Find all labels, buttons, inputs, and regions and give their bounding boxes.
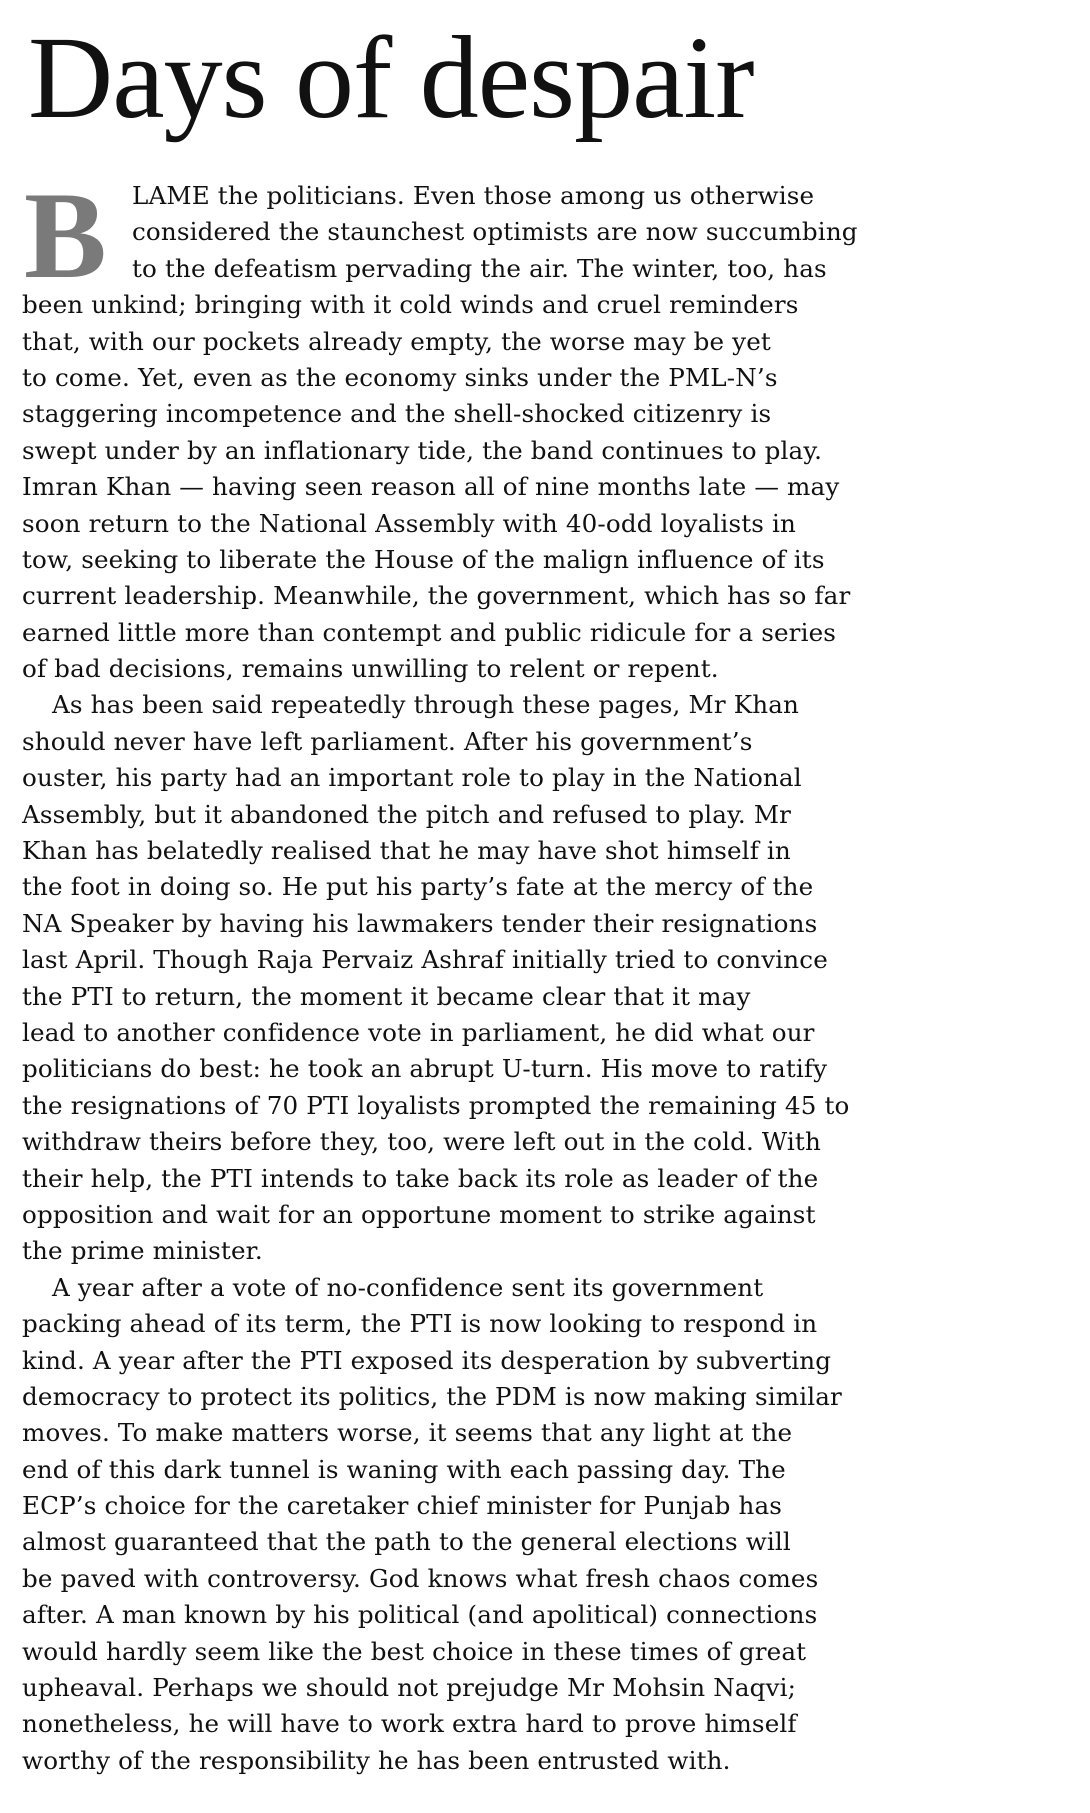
text-line: tow, seeking to liberate the House of the malign influence of its bbox=[22, 544, 825, 574]
text-line: Khan has belatedly realised that he may have shot himself in bbox=[22, 836, 791, 866]
text-line: kind. A year after the PTI exposed its desperation by subverting bbox=[22, 1345, 832, 1375]
text-line: packing ahead of its term, the PTI is now looking to respond in bbox=[22, 1309, 818, 1339]
text-line: worthy of the responsibility he has been entrusted with. bbox=[22, 1745, 731, 1775]
text-line: last April. Though Raja Pervaiz Ashraf initially tried to convince bbox=[22, 945, 828, 975]
text-line: ECP’s choice for the caretaker chief minister for Punjab has bbox=[22, 1491, 783, 1521]
text-line: lead to another confidence vote in parliament, he did what our bbox=[22, 1017, 815, 1047]
text-line: of bad decisions, remains unwilling to relent or repent. bbox=[22, 654, 719, 684]
text-line: the foot in doing so. He put his party’s fate at the mercy of the bbox=[22, 872, 814, 902]
text-line: to come. Yet, even as the economy sinks under the PML-N’s bbox=[22, 362, 778, 392]
text-line: politicians do best: he took an abrupt U-turn. His move to ratify bbox=[22, 1054, 828, 1084]
text-line: to the defeatism pervading the air. The winter, too, has bbox=[132, 253, 827, 283]
text-line: swept under by an inflationary tide, the band continues to play. bbox=[22, 435, 823, 465]
text-line: the PTI to return, the moment it became clear that it may bbox=[22, 981, 751, 1011]
text-line: that, with our pockets already empty, the worse may be yet bbox=[22, 326, 771, 356]
text-line: after. A man known by his political (and apolitical) connections bbox=[22, 1600, 818, 1630]
text-line: considered the staunchest optimists are now succumbing bbox=[132, 217, 858, 247]
text-line: LAME the politicians. Even those among us otherwise bbox=[132, 181, 815, 210]
text-line: NA Speaker by having his lawmakers tender their resignations bbox=[22, 908, 818, 938]
article-body bbox=[22, 167, 1070, 1779]
text-line: democracy to protect its politics, the PDM is now making similar bbox=[22, 1381, 842, 1411]
text-line: been unkind; bringing with it cold winds and cruel reminders bbox=[22, 290, 799, 320]
text-line: soon return to the National Assembly with 40-odd loyalists in bbox=[22, 508, 796, 538]
text-line: upheaval. Perhaps we should not prejudge Mr Mohsin Naqvi; bbox=[22, 1673, 797, 1703]
headline: Days of despair bbox=[28, 12, 754, 143]
text-line: ouster, his party had an important role to play in the National bbox=[22, 763, 802, 793]
text-line: opposition and wait for an opportune moment to strike against bbox=[22, 1199, 816, 1229]
paragraph-3 bbox=[22, 1270, 1070, 1779]
text-line: their help, the PTI intends to take back its role as leader of the bbox=[22, 1163, 819, 1193]
text-line: be paved with controversy. God knows what fresh chaos comes bbox=[22, 1563, 819, 1593]
text-line: end of this dark tunnel is waning with each passing day. The bbox=[22, 1454, 786, 1484]
text-line: A year after a vote of no-confidence sent its government bbox=[52, 1272, 764, 1302]
text-line: almost guaranteed that the path to the general elections will bbox=[22, 1527, 791, 1557]
text-line: Assembly, but it abandoned the pitch and refused to play. Mr bbox=[22, 799, 792, 829]
text-line: would hardly seem like the best choice in these times of great bbox=[22, 1636, 807, 1666]
text-line: should never have left parliament. After his government’s bbox=[22, 726, 753, 756]
text-line: the resignations of 70 PTI loyalists prompted the remaining 45 to bbox=[22, 1090, 850, 1120]
text-line: withdraw theirs before they, too, were left out in the cold. With bbox=[22, 1127, 821, 1157]
text-line: staggering incompetence and the shell-shocked citizenry is bbox=[22, 399, 772, 429]
text-line: moves. To make matters worse, it seems that any light at the bbox=[22, 1418, 793, 1448]
text-line: Imran Khan — having seen reason all of nine months late — may bbox=[22, 472, 840, 502]
text-line: the prime minister. bbox=[22, 1236, 263, 1266]
paragraph-2 bbox=[22, 687, 1070, 1269]
text-line: As has been said repeatedly through these pages, Mr Khan bbox=[52, 690, 800, 720]
text-line: earned little more than contempt and public ridicule for a series bbox=[22, 617, 837, 647]
text-line: current leadership. Meanwhile, the government, which has so far bbox=[22, 581, 851, 611]
text-line: nonetheless, he will have to work extra hard to prove himself bbox=[22, 1709, 797, 1739]
paragraph-1 bbox=[22, 167, 1070, 687]
drop-cap: B bbox=[24, 167, 107, 304]
